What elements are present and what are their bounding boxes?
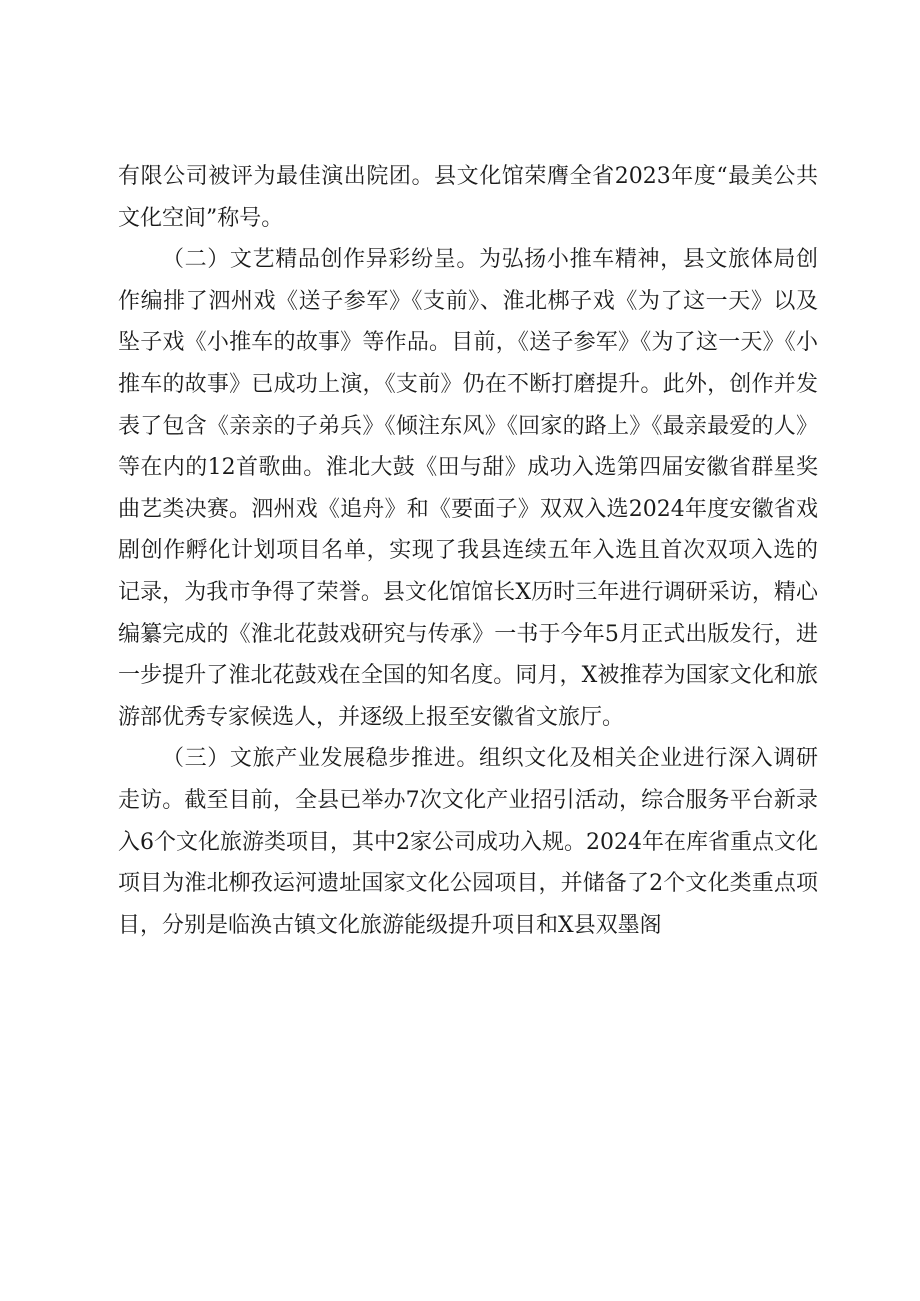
paragraph-section-2-art-creation: （二）文艺精品创作异彩纷呈。为弘扬小推车精神，县文旅体局创作编排了泗州戏《送子参军》《支前》、淮北梆子戏《为了这一天》以及坠子戏《小推车的故事》等作品。目前，《送子参军》《为了这一天》《小推车的故事》已成功上演，《支前》仍在不断打磨提升。此外，创作并发表了包含《亲亲的子弟兵》《倾注东风》《回家的路上》《最亲最爱的人》等在内的12首歌曲。淮北大鼓《田与甜》成功入选第四届安徽省群星奖曲艺类决赛。泗州戏《追舟》和《要面子》双双入选2024年度安徽省戏剧创作孵化计划项目名单，实现了我县连续五年入选且首次双项入选的记录，为我市争得了荣誉。县文化馆馆长X历时三年进行调研采访，精心编纂完成的《淮北花鼓戏研究与传承》一书于今年5月正式出版发行，进一步提升了淮北花鼓戏在全国的知名度。同月，X被推荐为国家文化和旅游部优秀专家候选人，并逐级上报至安徽省文旅厅。 — [118, 247, 818, 730]
document-body — [118, 156, 818, 946]
paragraph-continuation: 有限公司被评为最佳演出院团。县文化馆荣膺全省2023年度“最美公共文化空间”称号。 — [118, 164, 818, 231]
paragraph-section-3-tourism-industry: （三）文旅产业发展稳步推进。组织文化及相关企业进行深入调研走访。截至目前，全县已举办7次文化产业招引活动，综合服务平台新录入6个文化旅游类项目，其中2家公司成功入规。2024年在库省重点文化项目为淮北柳孜运河遗址国家文化公园项目，并储备了2个文化类重点项目，分别是临涣古镇文化旅游能级提升项目和X县双墨阁 — [118, 746, 818, 938]
